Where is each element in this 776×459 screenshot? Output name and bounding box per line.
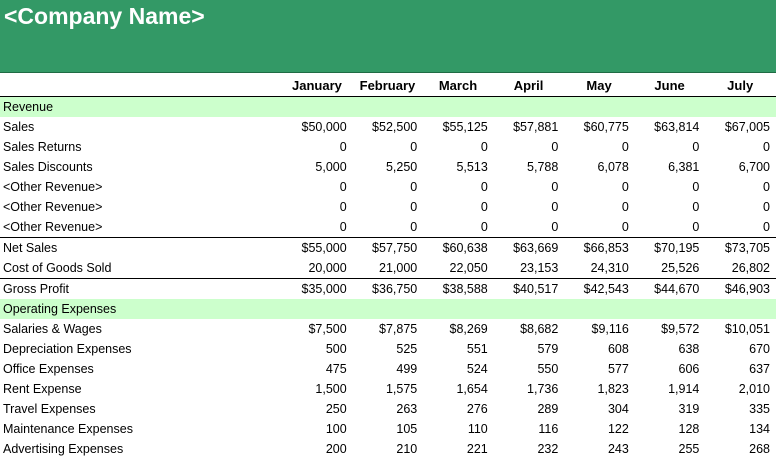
value-cell[interactable]: 200 <box>282 439 353 459</box>
value-cell[interactable]: 1,654 <box>423 379 494 399</box>
value-cell[interactable]: 6,078 <box>564 157 635 177</box>
value-cell[interactable]: $52,500 <box>353 117 424 137</box>
table-row <box>0 238 776 259</box>
value-cell[interactable]: 100 <box>282 419 353 439</box>
table-row <box>0 197 776 217</box>
value-cell[interactable]: 24,310 <box>564 258 635 279</box>
value-cell[interactable]: 0 <box>423 217 494 238</box>
row-label[interactable]: Sales Discounts <box>0 157 282 177</box>
value-cell[interactable]: 26,802 <box>705 258 776 279</box>
row-label[interactable]: Travel Expenses <box>0 399 282 419</box>
empty-cell[interactable] <box>564 299 635 319</box>
table-row <box>0 319 776 339</box>
value-cell[interactable]: $63,814 <box>635 117 706 137</box>
value-cell[interactable]: 134 <box>705 419 776 439</box>
empty-cell[interactable] <box>564 97 635 118</box>
value-cell[interactable]: 0 <box>635 197 706 217</box>
section-label[interactable]: Operating Expenses <box>0 299 282 319</box>
value-cell[interactable]: 0 <box>282 137 353 157</box>
value-cell[interactable]: 0 <box>705 137 776 157</box>
empty-cell[interactable] <box>353 299 424 319</box>
value-cell[interactable]: 122 <box>564 419 635 439</box>
month-header-july[interactable]: July <box>705 74 776 97</box>
value-cell[interactable]: 1,736 <box>494 379 565 399</box>
value-cell[interactable]: $57,750 <box>353 238 424 259</box>
value-cell[interactable]: $57,881 <box>494 117 565 137</box>
month-header-march[interactable]: March <box>423 74 494 97</box>
value-cell[interactable]: $60,638 <box>423 238 494 259</box>
table-row <box>0 279 776 300</box>
row-label[interactable]: Depreciation Expenses <box>0 339 282 359</box>
value-cell[interactable]: 250 <box>282 399 353 419</box>
row-label[interactable]: Maintenance Expenses <box>0 419 282 439</box>
value-cell[interactable]: 0 <box>494 177 565 197</box>
empty-cell[interactable] <box>353 97 424 118</box>
corner-cell[interactable] <box>0 74 282 97</box>
value-cell[interactable]: 23,153 <box>494 258 565 279</box>
value-cell[interactable]: 128 <box>635 419 706 439</box>
value-cell[interactable]: 263 <box>353 399 424 419</box>
value-cell[interactable]: 551 <box>423 339 494 359</box>
value-cell[interactable]: 0 <box>423 137 494 157</box>
table-row <box>0 217 776 238</box>
value-cell[interactable]: 0 <box>494 137 565 157</box>
month-header-june[interactable]: June <box>635 74 706 97</box>
value-cell[interactable]: $42,543 <box>564 279 635 300</box>
value-cell[interactable]: 5,513 <box>423 157 494 177</box>
value-cell[interactable]: 550 <box>494 359 565 379</box>
value-cell[interactable]: 22,050 <box>423 258 494 279</box>
value-cell[interactable]: 1,914 <box>635 379 706 399</box>
company-banner <box>0 0 776 73</box>
value-cell[interactable]: 577 <box>564 359 635 379</box>
value-cell[interactable]: 6,381 <box>635 157 706 177</box>
table-row <box>0 258 776 279</box>
value-cell[interactable]: 525 <box>353 339 424 359</box>
value-cell[interactable]: 2,010 <box>705 379 776 399</box>
value-cell[interactable]: 500 <box>282 339 353 359</box>
value-cell[interactable]: $7,875 <box>353 319 424 339</box>
value-cell[interactable]: 289 <box>494 399 565 419</box>
table-row <box>0 399 776 419</box>
row-label[interactable]: Salaries & Wages <box>0 319 282 339</box>
value-cell[interactable]: 5,788 <box>494 157 565 177</box>
row-label[interactable]: Cost of Goods Sold <box>0 258 282 279</box>
value-cell[interactable]: $36,750 <box>353 279 424 300</box>
value-cell[interactable]: 210 <box>353 439 424 459</box>
row-label[interactable]: <Other Revenue> <box>0 177 282 197</box>
value-cell[interactable]: 110 <box>423 419 494 439</box>
value-cell[interactable]: 0 <box>635 137 706 157</box>
table-row <box>0 439 776 459</box>
value-cell[interactable]: $70,195 <box>635 238 706 259</box>
empty-cell[interactable] <box>423 299 494 319</box>
value-cell[interactable]: 255 <box>635 439 706 459</box>
value-cell[interactable]: $8,269 <box>423 319 494 339</box>
value-cell[interactable]: $7,500 <box>282 319 353 339</box>
value-cell[interactable]: 524 <box>423 359 494 379</box>
value-cell[interactable]: 243 <box>564 439 635 459</box>
value-cell[interactable]: 0 <box>353 197 424 217</box>
value-cell[interactable]: 1,500 <box>282 379 353 399</box>
value-cell[interactable]: $40,517 <box>494 279 565 300</box>
value-cell[interactable]: 0 <box>635 177 706 197</box>
row-label[interactable]: <Other Revenue> <box>0 217 282 238</box>
company-name[interactable]: <Company Name> <box>4 3 205 30</box>
value-cell[interactable]: $60,775 <box>564 117 635 137</box>
value-cell[interactable]: $10,051 <box>705 319 776 339</box>
value-cell[interactable]: 5,250 <box>353 157 424 177</box>
value-cell[interactable]: 637 <box>705 359 776 379</box>
table-row <box>0 359 776 379</box>
empty-cell[interactable] <box>635 299 706 319</box>
value-cell[interactable]: 276 <box>423 399 494 419</box>
value-cell[interactable]: 638 <box>635 339 706 359</box>
value-cell[interactable]: 0 <box>353 177 424 197</box>
value-cell[interactable]: $46,903 <box>705 279 776 300</box>
value-cell[interactable]: 0 <box>494 217 565 238</box>
value-cell[interactable]: 304 <box>564 399 635 419</box>
value-cell[interactable]: 268 <box>705 439 776 459</box>
month-header-february[interactable]: February <box>353 74 424 97</box>
value-cell[interactable]: 116 <box>494 419 565 439</box>
empty-cell[interactable] <box>635 97 706 118</box>
value-cell[interactable]: 1,575 <box>353 379 424 399</box>
value-cell[interactable]: $55,125 <box>423 117 494 137</box>
value-cell[interactable]: 0 <box>282 177 353 197</box>
table-row <box>0 137 776 157</box>
month-header-april[interactable]: April <box>494 74 565 97</box>
value-cell[interactable]: 0 <box>705 177 776 197</box>
value-cell[interactable]: 0 <box>635 217 706 238</box>
value-cell[interactable]: $44,670 <box>635 279 706 300</box>
value-cell[interactable]: $63,669 <box>494 238 565 259</box>
month-header-january[interactable]: January <box>282 74 353 97</box>
value-cell[interactable]: $50,000 <box>282 117 353 137</box>
value-cell[interactable]: 105 <box>353 419 424 439</box>
value-cell[interactable]: 0 <box>564 177 635 197</box>
empty-cell[interactable] <box>282 97 353 118</box>
value-cell[interactable]: 0 <box>423 177 494 197</box>
table-row <box>0 157 776 177</box>
value-cell[interactable]: 335 <box>705 399 776 419</box>
row-label[interactable]: Sales Returns <box>0 137 282 157</box>
value-cell[interactable]: $66,853 <box>564 238 635 259</box>
value-cell[interactable]: 670 <box>705 339 776 359</box>
value-cell[interactable]: 6,700 <box>705 157 776 177</box>
value-cell[interactable]: 1,823 <box>564 379 635 399</box>
empty-cell[interactable] <box>494 97 565 118</box>
value-cell[interactable]: 0 <box>494 197 565 217</box>
value-cell[interactable]: 606 <box>635 359 706 379</box>
row-label[interactable]: Rent Expense <box>0 379 282 399</box>
value-cell[interactable]: 0 <box>353 137 424 157</box>
value-cell[interactable]: 0 <box>423 197 494 217</box>
value-cell[interactable]: $9,572 <box>635 319 706 339</box>
value-cell[interactable]: 0 <box>705 197 776 217</box>
row-label[interactable]: Sales <box>0 117 282 137</box>
value-cell[interactable]: 221 <box>423 439 494 459</box>
value-cell[interactable]: 0 <box>564 137 635 157</box>
value-cell[interactable]: 5,000 <box>282 157 353 177</box>
value-cell[interactable]: 579 <box>494 339 565 359</box>
table-row <box>0 379 776 399</box>
value-cell[interactable]: 0 <box>282 197 353 217</box>
empty-cell[interactable] <box>705 299 776 319</box>
value-cell[interactable]: 20,000 <box>282 258 353 279</box>
section-header-row <box>0 97 776 118</box>
value-cell[interactable]: 499 <box>353 359 424 379</box>
empty-cell[interactable] <box>282 299 353 319</box>
empty-cell[interactable] <box>494 299 565 319</box>
table-row <box>0 177 776 197</box>
table-body <box>0 97 776 459</box>
income-statement-table <box>0 74 776 459</box>
value-cell[interactable]: $8,682 <box>494 319 565 339</box>
value-cell[interactable]: 319 <box>635 399 706 419</box>
value-cell[interactable]: 0 <box>353 217 424 238</box>
row-label[interactable]: <Other Revenue> <box>0 197 282 217</box>
value-cell[interactable]: 21,000 <box>353 258 424 279</box>
row-label[interactable]: Advertising Expenses <box>0 439 282 459</box>
section-header-row <box>0 299 776 319</box>
value-cell[interactable]: 0 <box>564 197 635 217</box>
empty-cell[interactable] <box>705 97 776 118</box>
row-label[interactable]: Office Expenses <box>0 359 282 379</box>
table-row <box>0 339 776 359</box>
section-label[interactable]: Revenue <box>0 97 282 118</box>
value-cell[interactable]: $35,000 <box>282 279 353 300</box>
value-cell[interactable]: $67,005 <box>705 117 776 137</box>
value-cell[interactable]: $55,000 <box>282 238 353 259</box>
row-label[interactable]: Net Sales <box>0 238 282 259</box>
value-cell[interactable]: 0 <box>564 217 635 238</box>
value-cell[interactable]: $73,705 <box>705 238 776 259</box>
value-cell[interactable]: 0 <box>282 217 353 238</box>
value-cell[interactable]: 25,526 <box>635 258 706 279</box>
table-row <box>0 419 776 439</box>
month-header-may[interactable]: May <box>564 74 635 97</box>
table-row <box>0 117 776 137</box>
value-cell[interactable]: 475 <box>282 359 353 379</box>
value-cell[interactable]: 0 <box>705 217 776 238</box>
month-header-row <box>0 74 776 97</box>
empty-cell[interactable] <box>423 97 494 118</box>
value-cell[interactable]: 608 <box>564 339 635 359</box>
row-label[interactable]: Gross Profit <box>0 279 282 300</box>
value-cell[interactable]: $9,116 <box>564 319 635 339</box>
value-cell[interactable]: $38,588 <box>423 279 494 300</box>
value-cell[interactable]: 232 <box>494 439 565 459</box>
